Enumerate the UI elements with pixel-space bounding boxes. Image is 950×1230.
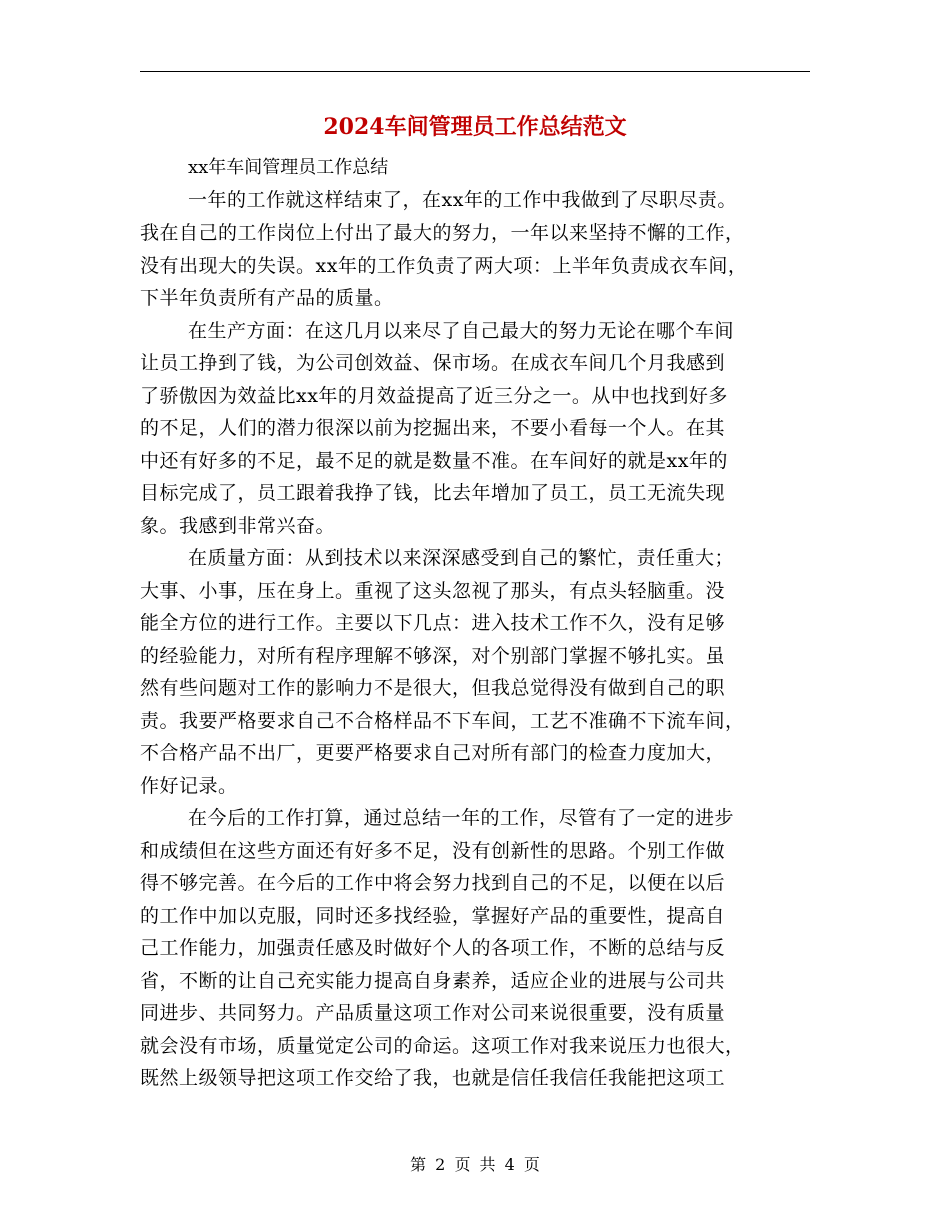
body-line: 没有出现大的失误。xx年的工作负责了两大项：上半年负责成衣车间， <box>140 255 748 277</box>
body-line: 了骄傲因为效益比xx年的月效益提高了近三分之一。从中也找到好多 <box>140 385 728 407</box>
document-title: 2024车间管理员工作总结范文 <box>323 114 627 140</box>
body-line: 下半年负责所有产品的质量。 <box>140 287 394 309</box>
body-line: 的工作中加以克服，同时还多找经验，掌握好产品的重要性，提高自 <box>140 905 726 927</box>
body-line: 既然上级领导把这项工作交给了我，也就是信任我信任我能把这项工 <box>140 1067 726 1089</box>
body-line: 中还有好多的不足，最不足的就是数量不准。在车间好的就是xx年的 <box>140 450 728 472</box>
body-line: 我在自己的工作岗位上付出了最大的努力，一年以来坚持不懈的工作， <box>140 222 745 244</box>
body-line: 省，不断的让自己充实能力提高自身素养，适应企业的进展与公司共 <box>140 970 726 992</box>
body-line: 作好记录。 <box>140 775 238 797</box>
body-line: 责。我要严格要求自己不合格样品不下车间，工艺不准确不下流车间， <box>140 710 745 732</box>
body-line: 目标完成了，员工跟着我挣了钱，比去年增加了员工，员工无流失现 <box>140 482 726 504</box>
body-line: 不合格产品不出厂，更要严格要求自己对所有部门的检查力度加大， <box>140 742 726 764</box>
document-subtitle: xx年车间管理员工作总结 <box>188 157 389 178</box>
body-line: 让员工挣到了钱，为公司创效益、保市场。在成衣车间几个月我感到 <box>140 352 726 374</box>
body-line: 能全方位的进行工作。主要以下几点：进入技术工作不久，没有足够 <box>140 612 726 634</box>
body-line: 在今后的工作打算，通过总结一年的工作，尽管有了一定的进步 <box>188 807 735 829</box>
body-line: 大事、小事，压在身上。重视了这头忽视了那头，有点头轻脑重。没 <box>140 580 726 602</box>
body-line: 在生产方面：在这几月以来尽了自己最大的努力无论在哪个车间 <box>188 320 735 342</box>
body-line: 的不足，人们的潜力很深以前为挖掘出来，不要小看每一个人。在其 <box>140 417 726 439</box>
header-rule <box>140 71 810 72</box>
body-line: 在质量方面：从到技术以来深深感受到自己的繁忙，责任重大； <box>188 547 735 569</box>
body-line: 得不够完善。在今后的工作中将会努力找到自己的不足，以便在以后 <box>140 872 726 894</box>
body-line: 就会没有市场，质量觉定公司的命运。这项工作对我来说压力也很大， <box>140 1035 745 1057</box>
body-line: 同进步、共同努力。产品质量这项工作对公司来说很重要，没有质量 <box>140 1002 726 1024</box>
body-line: 一年的工作就这样结束了，在xx年的工作中我做到了尽职尽责。 <box>188 189 737 211</box>
body-line: 然有些问题对工作的影响力不是很大，但我总觉得没有做到自己的职 <box>140 677 726 699</box>
page-footer: 第 2 页 共 4 页 <box>410 1155 540 1174</box>
body-line: 己工作能力，加强责任感及时做好个人的各项工作，不断的总结与反 <box>140 937 726 959</box>
body-line: 的经验能力，对所有程序理解不够深，对个别部门掌握不够扎实。虽 <box>140 645 726 667</box>
body-line: 象。我感到非常兴奋。 <box>140 515 336 537</box>
body-line: 和成绩但在这些方面还有好多不足，没有创新性的思路。个别工作做 <box>140 840 726 862</box>
